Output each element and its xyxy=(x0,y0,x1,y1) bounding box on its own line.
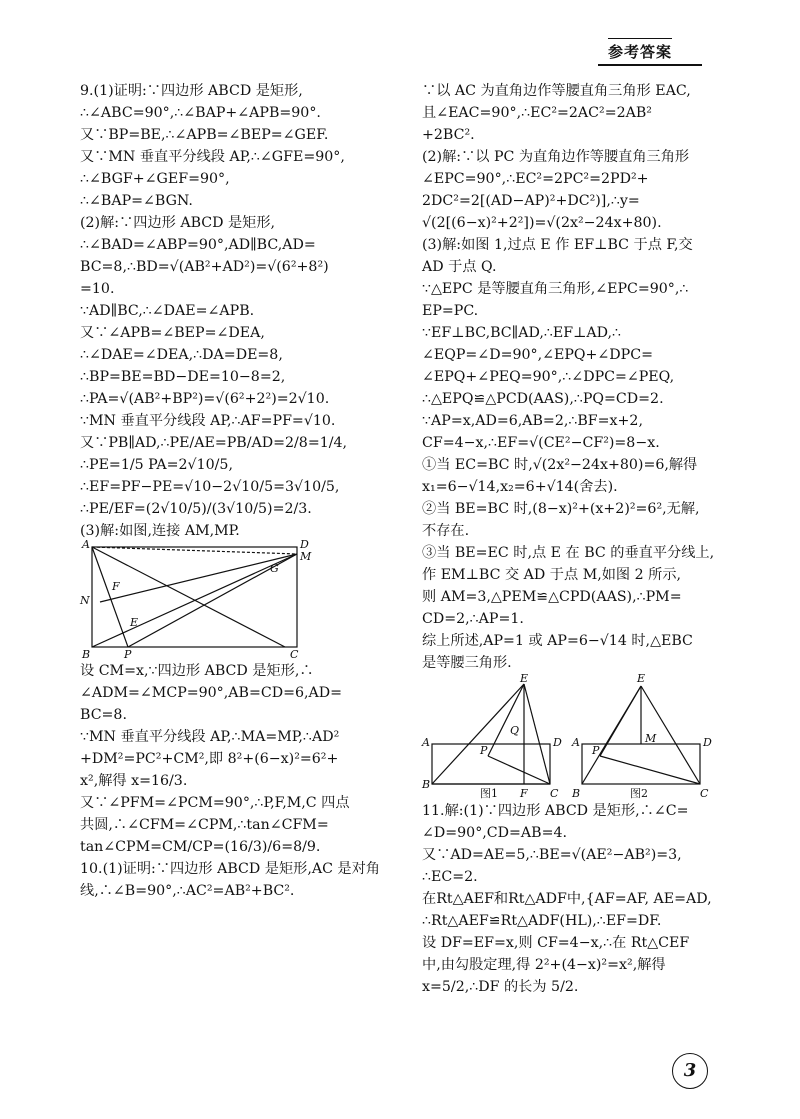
text-line: 设 CM=x,∵四边形 ABCD 是矩形,∴ xyxy=(80,663,314,679)
fig2-label-d: D xyxy=(703,736,712,749)
text-line: 又∵∠PFM=∠PCM=90°,∴P,F,M,C 四点 xyxy=(80,795,350,811)
text-line: ∴PE/EF=(2√10/5)/(3√10/5)=2/3. xyxy=(80,501,312,517)
text-line: +2BC². xyxy=(422,127,475,143)
text-line: ∠D=90°,CD=AB=4. xyxy=(422,825,568,841)
text-line: 设 DF=EF=x,则 CF=4−x,∴在 Rt△CEF xyxy=(422,935,690,951)
label-n: N xyxy=(80,594,90,607)
text-line: ∵AP=x,AD=6,AB=2,∴BF=x+2, xyxy=(422,413,643,429)
text-line: 中,由勾股定理,得 2²+(4−x)²=x²,解得 xyxy=(422,957,666,973)
text-line: ①当 EC=BC 时,√(2x²−24x+80)=6,解得 xyxy=(422,457,698,473)
page-number: 3 xyxy=(672,1053,708,1089)
fig2-label-c: C xyxy=(700,787,709,800)
text-line: ∴BP=BE=BD−DE=10−8=2, xyxy=(80,369,286,385)
text-line: 又∵MN 垂直平分线段 AP,∴∠GFE=90°, xyxy=(80,149,345,165)
text-line: BC=8,∴BD=√(AB²+AD²)=√(6²+8²) xyxy=(80,259,329,275)
text-line: 在Rt△AEF和Rt△ADF中,{AF=AF, AE=AD, xyxy=(422,891,712,907)
text-line: ∵MN 垂直平分线段 AP,∴AF=PF=√10. xyxy=(80,413,336,429)
header-rule xyxy=(598,64,702,66)
fig2-caption: 图2 xyxy=(630,787,648,800)
text-line: ∵MN 垂直平分线段 AP,∴MA=MP,∴AD² xyxy=(80,729,340,745)
text-line: 又∵∠APB=∠BEP=∠DEA, xyxy=(80,325,265,341)
text-line: ∴∠BAP=∠BGN. xyxy=(80,193,193,209)
text-line: EP=PC. xyxy=(422,303,479,319)
text-line: 作 EM⊥BC 交 AD 于点 M,如图 2 所示, xyxy=(422,567,682,583)
text-line: =10. xyxy=(80,281,115,297)
text-line: ∴∠DAE=∠DEA,∴DA=DE=8, xyxy=(80,347,283,363)
figure-rectangle-abcd xyxy=(80,538,312,661)
text-line: 线,∴∠B=90°,∴AC²=AB²+BC². xyxy=(80,883,295,899)
text-line: ∴∠BGF+∠GEF=90°, xyxy=(80,171,230,187)
text-line: tan∠CPM=CM/CP=(16/3)/6=8/9. xyxy=(80,839,321,855)
text-line: CD=2,∴AP=1. xyxy=(422,611,524,627)
text-line: x²,解得 x=16/3. xyxy=(80,773,188,789)
label-c: C xyxy=(290,648,299,661)
text-line: (2)解:∵以 PC 为直角边作等腰直角三角形 xyxy=(422,149,690,165)
figures-1-2 xyxy=(422,674,722,800)
text-line: √(2[(6−x)²+2²])=√(2x²−24x+80). xyxy=(422,215,662,231)
text-line: ∵以 AC 为直角边作等腰直角三角形 EAC, xyxy=(422,83,691,99)
text-line: ∠ADM=∠MCP=90°,AB=CD=6,AD= xyxy=(80,685,343,701)
text-line: 是等腰三角形. xyxy=(422,655,512,671)
text-line: 又∵BP=BE,∴∠APB=∠BEP=∠GEF. xyxy=(80,127,329,143)
section-header: 参考答案 xyxy=(608,38,672,62)
text-line: ∴PA=√(AB²+BP²)=√(6²+2²)=2√10. xyxy=(80,391,330,407)
label-e: E xyxy=(130,616,139,629)
fig2-label-p: P xyxy=(592,744,600,757)
fig1-label-d: D xyxy=(553,736,562,749)
text-line: ∵EF⊥BC,BC∥AD,∴EF⊥AD,∴ xyxy=(422,325,622,341)
text-line: 则 AM=3,△PEM≌△CPD(AAS),∴PM= xyxy=(422,589,682,605)
label-p: P xyxy=(124,648,132,661)
text-line: 又∵PB∥AD,∴PE/AE=PB/AD=2/8=1/4, xyxy=(80,435,348,451)
label-m: M xyxy=(300,550,312,563)
text-line: 不存在. xyxy=(422,523,470,539)
fig1-label-p: P xyxy=(480,744,488,757)
text-line: ∴EF=PF−PE=√10−2√10/5=3√10/5, xyxy=(80,479,340,495)
text-line: ∴Rt△AEF≌Rt△ADF(HL),∴EF=DF. xyxy=(422,913,662,929)
text-line: 2DC²=2[(AD−AP)²+DC²)],∴y= xyxy=(422,193,640,209)
text-line: CF=4−x,∴EF=√(CE²−CF²)=8−x. xyxy=(422,435,660,451)
text-line: (2)解:∵四边形 ABCD 是矩形, xyxy=(80,215,276,231)
text-line: 11.解:(1)∵四边形 ABCD 是矩形,∴∠C= xyxy=(422,803,689,819)
text-line: 9.(1)证明:∵四边形 ABCD 是矩形, xyxy=(80,83,303,99)
fig1-label-b: B xyxy=(422,778,431,791)
fig1-label-c: C xyxy=(550,787,559,800)
text-line: 且∠EAC=90°,∴EC²=2AC²=2AB² xyxy=(422,105,652,121)
text-line: +DM²=PC²+CM²,即 8²+(6−x)²=6²+ xyxy=(80,751,339,767)
text-line: BC=8. xyxy=(80,707,127,723)
text-line: AD 于点 Q. xyxy=(422,259,497,275)
text-line: x₁=6−√14,x₂=6+√14(舍去). xyxy=(422,479,618,495)
text-line: ∴∠ABC=90°,∴∠BAP+∠APB=90°. xyxy=(80,105,321,121)
fig1-label-q: Q xyxy=(510,724,520,737)
text-line: ∴∠BAD=∠ABP=90°,AD∥BC,AD= xyxy=(80,237,316,253)
fig1-label-a: A xyxy=(422,736,430,749)
text-line: ∴EC=2. xyxy=(422,869,478,885)
label-b: B xyxy=(82,648,91,661)
fig2-label-a: A xyxy=(572,736,580,749)
text-line: 共圆,∴∠CFM=∠CPM,∴tan∠CFM= xyxy=(80,817,329,833)
fig2-label-e: E xyxy=(637,672,646,685)
label-d: D xyxy=(300,538,309,551)
text-line: 又∵AD=AE=5,∴BE=√(AE²−AB²)=3, xyxy=(422,847,682,863)
label-g: G xyxy=(270,562,279,575)
fig1-label-e: E xyxy=(520,672,529,685)
text-line: (3)解:如图,连接 AM,MP. xyxy=(80,523,240,539)
label-a: A xyxy=(82,538,90,551)
text-line: ∠EQP=∠D=90°,∠EPQ+∠DPC= xyxy=(422,347,653,363)
text-line: ∵AD∥BC,∴∠DAE=∠APB. xyxy=(80,303,255,319)
fig1-caption: 图1 xyxy=(480,787,498,800)
text-line: ∴PE=1/5 PA=2√10/5, xyxy=(80,457,233,473)
text-line: ∠EPQ+∠PEQ=90°,∴∠DPC=∠PEQ, xyxy=(422,369,675,385)
text-line: ②当 BE=BC 时,(8−x)²+(x+2)²=6²,无解, xyxy=(422,501,700,517)
text-line: (3)解:如图 1,过点 E 作 EF⊥BC 于点 F,交 xyxy=(422,237,693,253)
label-f: F xyxy=(112,580,120,593)
text-line: ∵△EPC 是等腰直角三角形,∠EPC=90°,∴ xyxy=(422,281,689,297)
text-line: x=5/2,∴DF 的长为 5/2. xyxy=(422,979,579,995)
text-line: ∴△EPQ≌△PCD(AAS),∴PQ=CD=2. xyxy=(422,391,664,407)
text-line: 10.(1)证明:∵四边形 ABCD 是矩形,AC 是对角 xyxy=(80,861,380,877)
text-line: 综上所述,AP=1 或 AP=6−√14 时,△EBC xyxy=(422,633,693,649)
text-line: ∠EPC=90°,∴EC²=2PC²=2PD²+ xyxy=(422,171,649,187)
fig2-label-b: B xyxy=(572,787,581,800)
right-column xyxy=(422,80,722,998)
left-column xyxy=(80,80,384,902)
text-line: ③当 BE=EC 时,点 E 在 BC 的垂直平分线上, xyxy=(422,545,715,561)
fig1-label-f: F xyxy=(520,787,528,800)
fig2-label-m: M xyxy=(645,732,657,745)
